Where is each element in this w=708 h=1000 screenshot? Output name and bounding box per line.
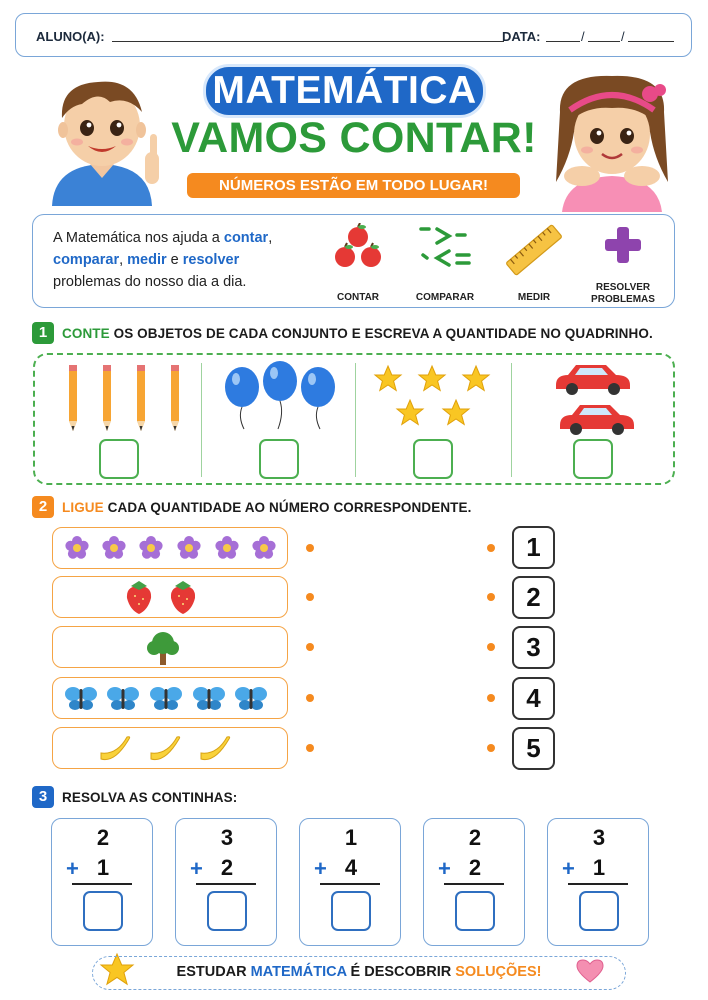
flower-icon [177,536,200,559]
intro-icon-label: MEDIR [517,292,551,303]
plus-sign: + [438,856,451,881]
sum-addend: 1 [592,855,606,880]
car-icon [556,365,630,395]
sum-card [51,818,153,946]
student-name-line[interactable] [112,41,504,42]
date-month-line[interactable] [588,41,620,42]
banana-icon [101,737,130,760]
sum-addend: 1 [96,855,110,880]
answer-box-stars[interactable] [413,439,453,479]
sum-card [423,818,525,946]
butterflies-group [61,682,285,716]
tree-icon [145,629,181,667]
banana-icon [201,737,230,760]
quantity-row-tree [52,626,288,668]
number-connect-dot[interactable] [487,744,495,752]
footer-keyword: MATEMÁTICA [250,964,347,980]
star-icon [397,400,423,425]
sum-addend: 2 [220,855,234,880]
quantity-row-butterflies [52,677,288,719]
section-1-title [62,326,653,341]
number-connect-dot[interactable] [487,694,495,702]
flower-icon [215,536,238,559]
strawberry-icon [127,581,151,614]
sum-addend: 2 [96,825,110,850]
butterfly-icon [150,687,182,710]
answer-box-pencils[interactable] [99,439,139,479]
ruler-icon [502,223,566,277]
pencil-icon [137,365,145,431]
intro-icon-contar [318,223,398,304]
pencil-icon [69,365,77,431]
date-day-line[interactable] [546,41,580,42]
intro-icon-label: RESOLVER [595,282,651,293]
flower-icon [102,536,125,559]
number-connect-dot[interactable] [487,544,495,552]
intro-box [32,214,675,308]
stars-group [370,363,500,433]
banana-icon [151,737,180,760]
intro-text-part: , [119,252,128,268]
intro-keyword: contar [223,230,269,246]
sum-addend: 2 [468,825,482,850]
intro-text-part: e [166,252,183,268]
cars-group [550,359,640,437]
flower-icon [252,536,275,559]
date-year-line[interactable] [628,41,674,42]
quantity-row-flowers [52,527,288,569]
row-connect-dot[interactable] [306,544,314,552]
sum-line [72,883,132,885]
answer-box-balloons[interactable] [259,439,299,479]
intro-text-part: , [268,230,273,246]
page-subtitle: VAMOS CONTAR! [171,114,537,162]
strawberry-icon [171,581,195,614]
panel-divider [201,363,202,477]
intro-icon-label: CONTAR [336,292,380,303]
balloon-icon [225,367,259,429]
number-box-5: 5 [512,727,555,770]
sum-addend: 1 [344,825,358,850]
page-title: MATEMÁTICA [203,64,486,118]
intro-icon-resolver [583,223,663,306]
flower-icon [139,536,162,559]
section-3-title: RESOLVA AS CONTINHAS: [62,790,238,805]
strawberries-group [121,580,221,616]
footer-text: ESTUDAR [176,964,251,980]
sum-card [175,818,277,946]
sum-line [444,883,504,885]
footer-text: É DESCOBRIR [346,964,456,980]
intro-icon-label: PROBLEMAS [591,294,655,305]
counting-panel [33,353,675,485]
pencils-group [55,363,185,433]
heart-icon [575,958,605,984]
number-box-3: 3 [512,626,555,669]
balloons-group [220,361,340,431]
section-2-instruction: CADA QUANTIDADE AO NÚMERO CORRESPONDENTE. [103,500,472,515]
compare-icon [415,223,475,273]
car-icon [560,405,634,435]
number-connect-dot[interactable] [487,593,495,601]
section-1-keyword: CONTE [62,326,110,341]
section-2-title [62,500,471,515]
sum-answer-box[interactable] [331,891,371,931]
star-icon [443,400,469,425]
number-box-2: 2 [512,576,555,619]
star-icon [419,366,445,391]
date-separator: / [621,29,625,44]
flowers-group [61,532,281,564]
sum-card [547,818,649,946]
footer-message [92,956,626,990]
panel-divider [511,363,512,477]
intro-text-part: problemas do nosso dia a dia. [53,274,247,290]
plus-sign: + [190,856,203,881]
plus-icon [601,223,645,267]
butterfly-icon [65,687,97,710]
panel-divider [355,363,356,477]
intro-keyword: medir [127,252,167,268]
quantity-row-strawberries [52,576,288,618]
row-connect-dot[interactable] [306,593,314,601]
section-2-keyword: LIGUE [62,500,104,515]
intro-keyword: comparar [53,252,120,268]
number-box-4: 4 [512,677,555,720]
apples-icon [330,223,386,271]
girl-illustration [542,72,682,212]
intro-text [53,227,313,293]
sum-line [196,883,256,885]
sum-answer-box[interactable] [207,891,247,931]
butterfly-icon [107,687,139,710]
plus-sign: + [314,856,327,881]
sum-addend: 2 [468,855,482,880]
date-label: DATA: [502,29,541,44]
student-info-strip [15,13,692,57]
balloon-icon [301,367,335,429]
sum-answer-box[interactable] [455,891,495,931]
sum-answer-box[interactable] [579,891,619,931]
section-1-number: 1 [32,322,54,344]
section-1-instruction: OS OBJETOS DE CADA CONJUNTO E ESCREVA A QUANTIDADE NO QUADRINHO. [109,326,653,341]
row-connect-dot[interactable] [306,694,314,702]
sum-line [320,883,380,885]
number-box-1: 1 [512,526,555,569]
row-connect-dot[interactable] [306,643,314,651]
pencil-icon [171,365,179,431]
footer-keyword: SOLUÇÕES! [455,964,542,980]
intro-text-part: A Matemática nos ajuda a [53,230,224,246]
intro-keyword: resolver [182,252,240,268]
title-banner: NÚMEROS ESTÃO EM TODO LUGAR! [187,173,520,198]
butterfly-icon [193,687,225,710]
student-label: ALUNO(A): [36,29,105,44]
bananas-group [93,732,243,766]
plus-sign: + [562,856,575,881]
sum-addend: 4 [344,855,358,880]
sum-addend: 3 [220,825,234,850]
quantity-row-bananas [52,727,288,769]
flower-icon [65,536,88,559]
sum-answer-box[interactable] [83,891,123,931]
sum-card [299,818,401,946]
plus-sign: + [66,856,79,881]
answer-box-cars[interactable] [573,439,613,479]
intro-icon-label: COMPARAR [415,292,475,303]
star-icon [375,366,401,391]
star-icon [463,366,489,391]
sum-line [568,883,628,885]
number-connect-dot[interactable] [487,643,495,651]
butterfly-icon [235,687,267,710]
section-2-number: 2 [32,496,54,518]
date-separator: / [581,29,585,44]
intro-icon-comparar [405,223,485,304]
sum-addend: 3 [592,825,606,850]
intro-icon-medir [494,223,574,304]
row-connect-dot[interactable] [306,744,314,752]
pencil-icon [103,365,111,431]
section-3-number: 3 [32,786,54,808]
balloon-icon [263,361,297,429]
